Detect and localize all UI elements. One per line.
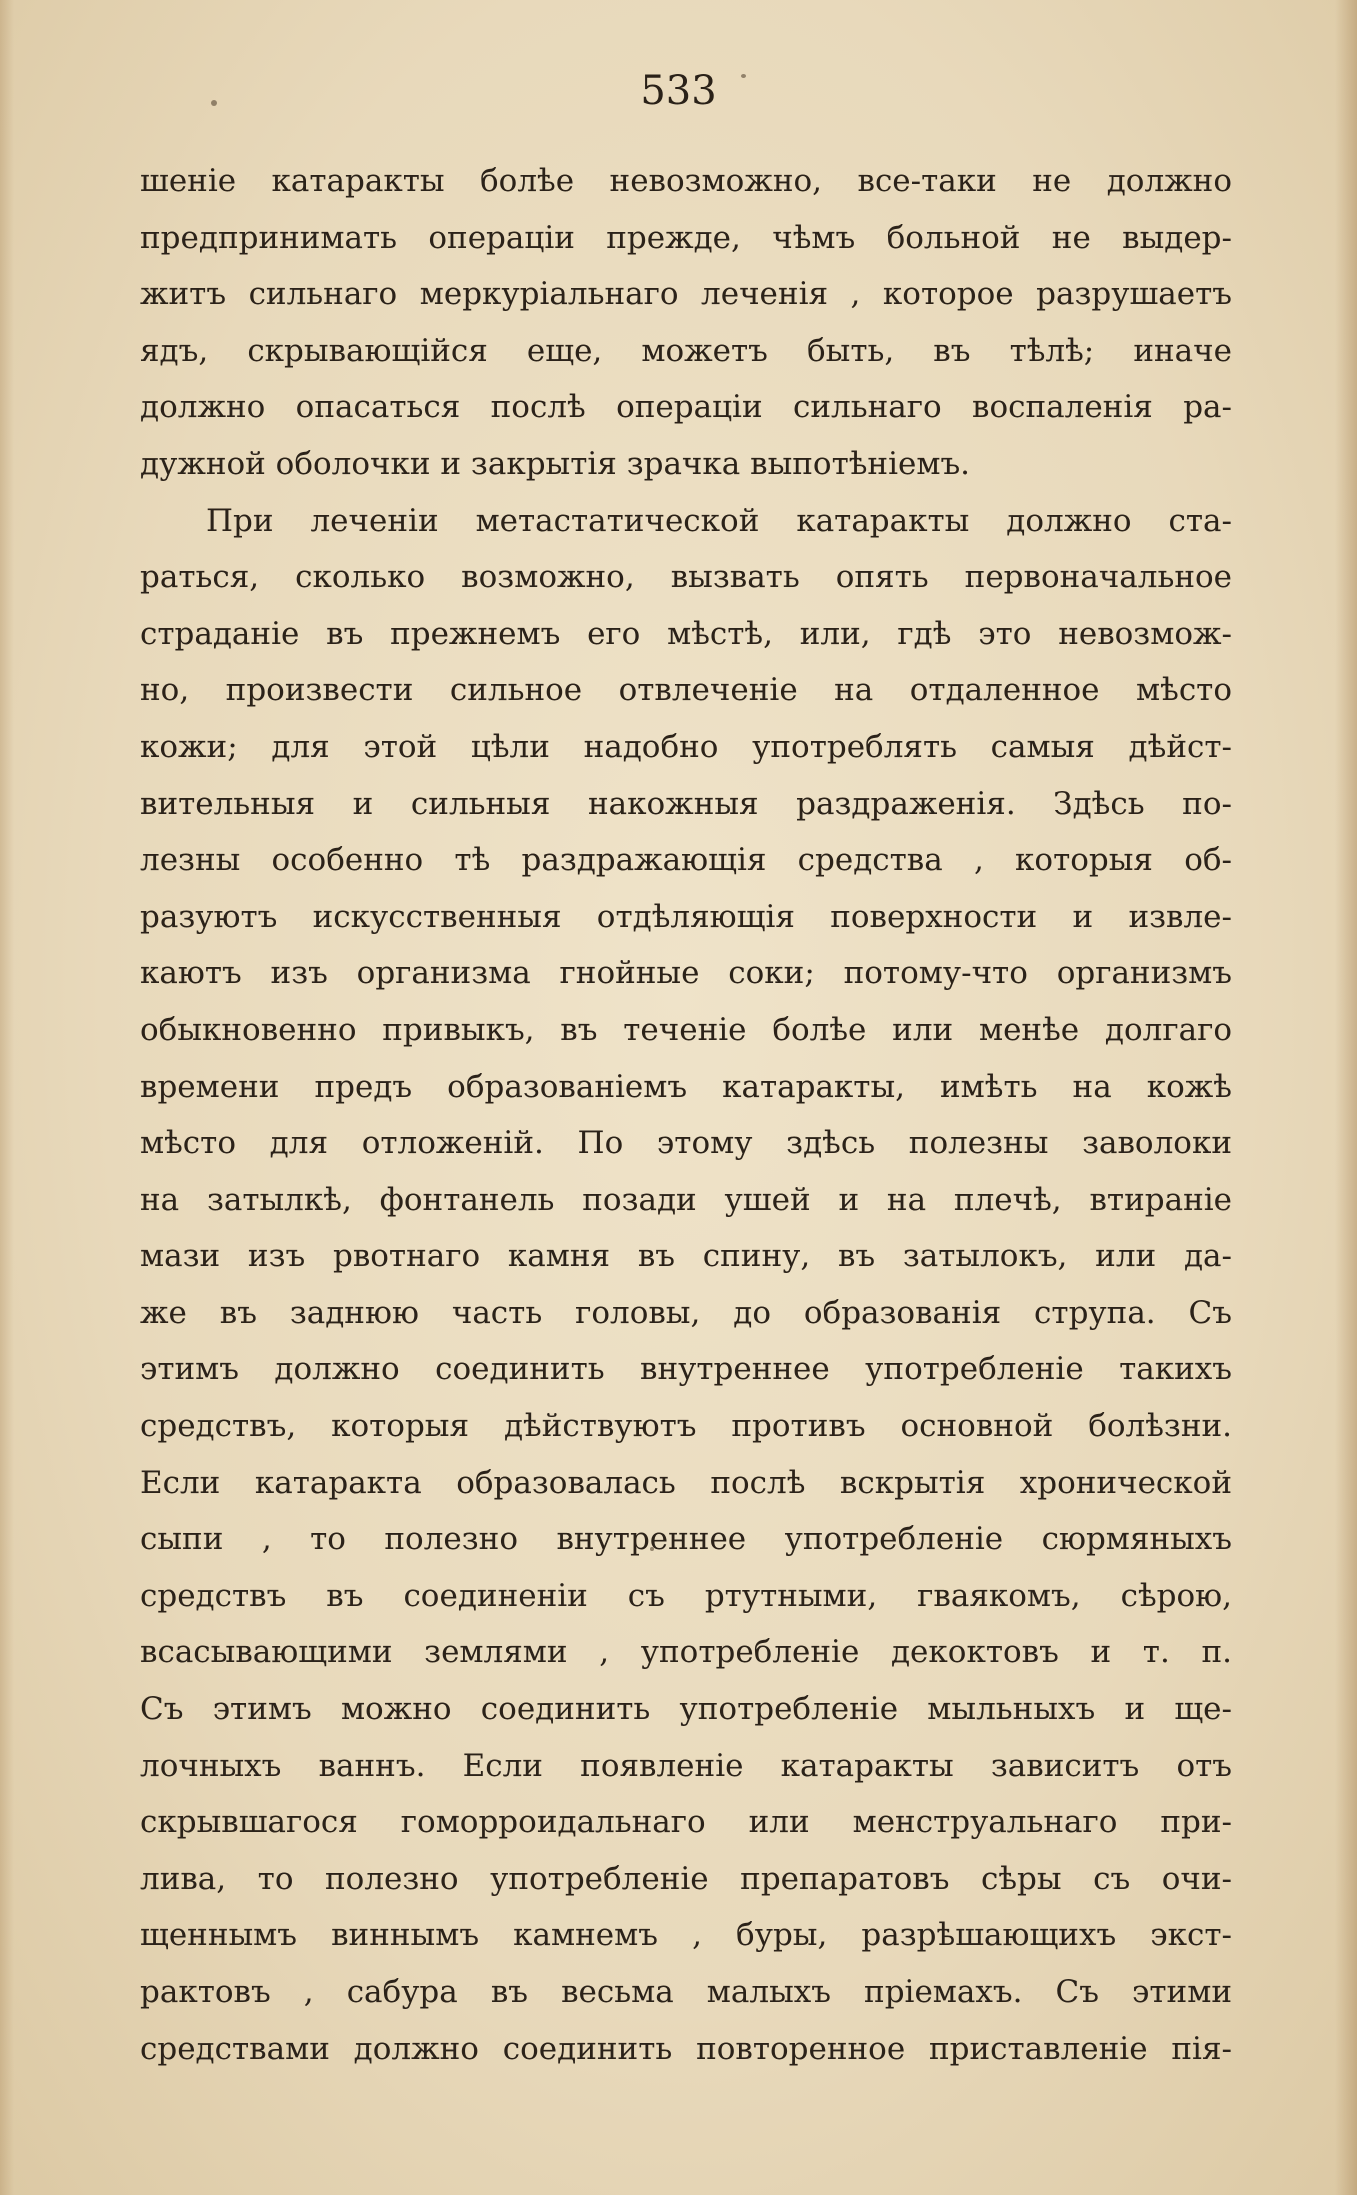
- text-line: житъ сильнаго меркурiальнаго леченiя , которое разрушаетъ: [140, 276, 1232, 313]
- text-line: мѣсто для отложенiй. По этому здѣсь полезны заволоки: [140, 1125, 1232, 1162]
- text-line: средствъ, которыя дѣйствуютъ противъ основной болѣзни.: [140, 1408, 1232, 1445]
- page-shadow-left: [0, 0, 14, 2195]
- text-line: же въ заднюю часть головы, до образованiя струпа. Съ: [140, 1294, 1232, 1331]
- paragraph-start-line: При леченiи метастатической катаракты должно ста-: [206, 502, 1232, 539]
- body-text: [140, 153, 1232, 2077]
- text-line: страданiе въ прежнемъ его мѣстѣ, или, гдѣ это невозмож-: [140, 615, 1232, 652]
- text-line: этимъ должно соединить внутреннее употребленiе такихъ: [140, 1351, 1232, 1388]
- text-line: Если катаракта образовалась послѣ вскрытiя хронической: [140, 1464, 1232, 1501]
- page-number: 533: [640, 68, 717, 114]
- text-line: раться, сколько возможно, вызвать опять первоначальное: [140, 559, 1232, 596]
- text-line: должно опасаться послѣ операцiи сильнаго воспаленiя ра-: [140, 389, 1232, 426]
- text-line: мази изъ рвотнаго камня въ спину, въ затылокъ, или да-: [140, 1238, 1232, 1275]
- text-line: щеннымъ виннымъ камнемъ , буры, разрѣшающихъ экст-: [140, 1917, 1232, 1954]
- text-line: каютъ изъ организма гнойные соки; потому-что организмъ: [140, 955, 1232, 992]
- text-line: разуютъ искусственныя отдѣляющiя поверхности и извле-: [140, 898, 1232, 935]
- text-line: шенiе катаракты болѣе невозможно, все-таки не должно: [140, 163, 1232, 199]
- text-line: всасывающими землями , употребленiе декоктовъ и т. п.: [140, 1634, 1232, 1671]
- text-line: дужной оболочки и закрытiя зрачка выпотѣнiемъ.: [140, 445, 971, 482]
- text-line: вительныя и сильныя накожныя раздраженiя. Здѣсь по-: [140, 785, 1232, 822]
- text-line: но, произвести сильное отвлеченiе на отдаленное мѣсто: [140, 672, 1232, 709]
- text-line: лезны особенно тѣ раздражающiя средства , которыя об-: [140, 842, 1232, 879]
- text-line: обыкновенно привыкъ, въ теченiе болѣе или менѣе долгаго: [140, 1011, 1232, 1048]
- text-line: Съ этимъ можно соединить употребленiе мыльныхъ и ще-: [140, 1691, 1232, 1728]
- text-line: лочныхъ ваннъ. Если появленiе катаракты зависитъ отъ: [140, 1747, 1232, 1784]
- text-line: кожи; для этой цѣли надобно употреблять самыя дѣйст-: [140, 728, 1232, 765]
- text-line: ядъ, скрывающiйся еще, можетъ быть, въ тѣлѣ; иначе: [140, 332, 1232, 369]
- text-line: лива, то полезно употребленiе препаратовъ сѣры съ очи-: [140, 1860, 1232, 1897]
- text-line: предпринимать операцiи прежде, чѣмъ больной не выдер-: [140, 219, 1232, 256]
- text-line: на затылкѣ, фонтанель позади ушей и на плечѣ, втиранiе: [140, 1181, 1232, 1218]
- text-line: сыпи , то полезно внутреннее употребленiе сюрмяныхъ: [140, 1521, 1232, 1558]
- text-line: средствъ въ соединенiи съ ртутными, гваякомъ, сѣрою,: [140, 1577, 1232, 1614]
- text-line: скрывшагося гоморроидальнаго или менструальнаго при-: [140, 1804, 1232, 1841]
- page-shadow-right: [1335, 0, 1357, 2195]
- text-line: рактовъ , сабура въ весьма малыхъ прiемахъ. Съ этими: [140, 1974, 1232, 2010]
- text-line: времени предъ образованiемъ катаракты, имѣть на кожѣ: [140, 1068, 1232, 1105]
- text-line: средствами должно соединить повторенное приставленiе пiя-: [140, 2030, 1232, 2067]
